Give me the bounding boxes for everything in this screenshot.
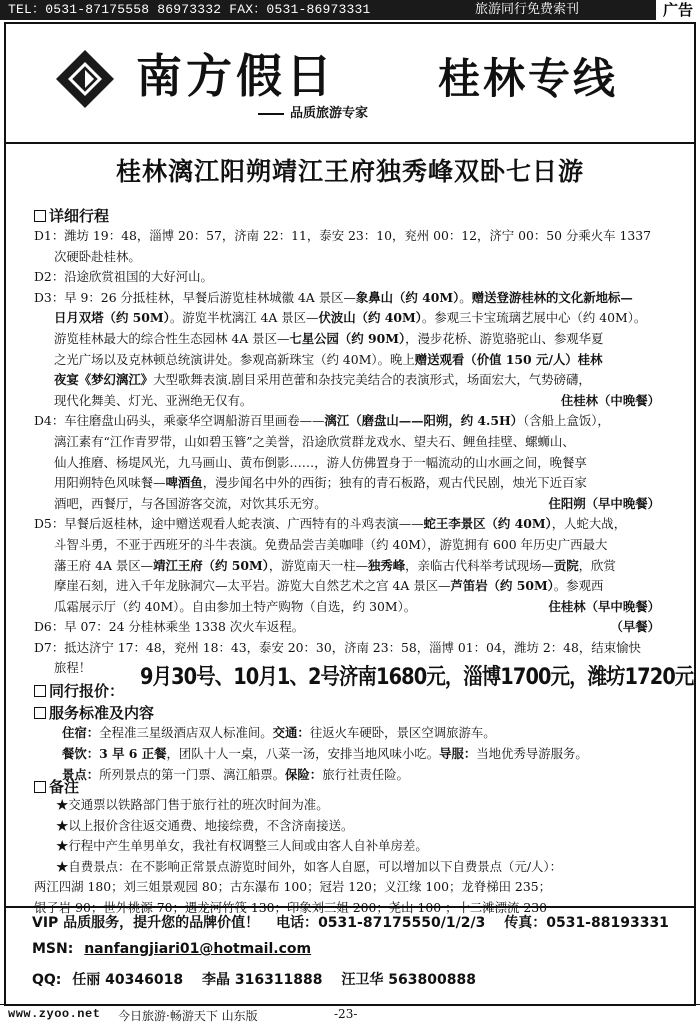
d4-meal: 住阳朔（早中晚餐） [548, 495, 660, 511]
magazine-slogan: 今日旅游·畅游天下 山东版 [118, 1009, 258, 1023]
note-3: ★行程中产生单男单女，我社有权调整三人间或由客人自补单房差。 [56, 838, 428, 854]
service-heading-text: 服务标准及内容 [49, 704, 155, 722]
svc-sights: 所列景点的第一门票、漓江船票。 [99, 767, 286, 782]
d4-beer-fish: 啤酒鱼 [165, 475, 203, 491]
day-5-line-3 [34, 556, 674, 577]
d4-text-2: （含船上盒饭）， [523, 413, 610, 429]
bottom-strip [0, 1006, 700, 1025]
itinerary-heading [34, 205, 109, 226]
service-line-3 [62, 764, 588, 785]
footer-qq [32, 969, 682, 989]
d5-text-2: ，人蛇大战， [551, 516, 627, 532]
svc-sights-key: 景点： [62, 767, 100, 782]
d5-text-3: 藩王府 4A 景区— [54, 557, 154, 573]
d3-text-5: ，漫步花桥、游览骆驼山、参观华夏 [405, 330, 604, 346]
ad-label: 广告 [656, 0, 700, 20]
day-2-line: D2：沿途欣赏祖国的大好河山。 [34, 269, 213, 285]
d3-text-3: 。参观三卡宝琉璃艺展中心（约 40M）。 [421, 310, 647, 326]
notes-heading [34, 776, 79, 797]
d3-text-2: 。游览半枕漓江 4A 景区— [169, 310, 319, 326]
day-3-line-4 [34, 350, 674, 371]
d4-text-5: 酒吧，西餐厅，与各国游客交流，对饮其乐无穷。 [54, 495, 327, 511]
svc-insurance-key: 保险： [285, 767, 323, 782]
footer-divider [6, 906, 694, 908]
d4-text-4: ，漫步闻名中外的西街；独有的青石板路，观古代民剧，烛光下近百家 [202, 475, 587, 491]
price-value: 9月30号、10月1、2号济南1680元，淄博1700元，潍坊1720元 [140, 665, 694, 690]
msn-address[interactable]: nanfangjiari01@hotmail.com [84, 941, 312, 957]
day-4-line-4 [34, 473, 674, 494]
d5-text-6: ，欣赏 [578, 557, 616, 573]
d4-text-3: 用阳朔特色风味餐— [54, 475, 166, 491]
free-copy-note: 旅游同行免费索刊 [475, 2, 580, 17]
d5-spot-duxiu: 独秀峰 [368, 557, 406, 573]
day-4-line-3: 仙人推磨、杨堤风光，九马画山、黄布倒影……，游人仿佛置身于一幅流动的山水画之间，晚餐享 [54, 454, 587, 470]
svc-meals-count: 3 早 6 正餐 [99, 746, 167, 761]
d5-spot-gongyuan: 贡院 [553, 557, 579, 573]
checkbox-icon [34, 685, 46, 697]
fax-label: 传真： [504, 915, 547, 931]
qq-contact-1: 任丽 40346018 [72, 972, 184, 988]
d5-meal: 住桂林（早中晚餐） [548, 598, 660, 614]
d5-spot-jingjiang: 靖江王府（约 50M） [153, 557, 269, 573]
day-5-line-5 [34, 597, 674, 618]
d4-spot-lijiang: 漓江（磨盘山——阳朔，约 4.5H） [324, 413, 524, 429]
brand-logo-icon [54, 48, 116, 110]
d5-text: D5：早餐后返桂林，途中赠送观看人蛇表演、广西特有的斗鸡表演—— [34, 516, 424, 532]
day-6-line [34, 617, 674, 638]
day-5-line-4 [34, 576, 674, 597]
svc-insurance: 旅行社责任险。 [322, 767, 409, 782]
service-list [62, 722, 588, 785]
top-contact: TEL：0531-87175558 86973332 FAX：0531-86973331 [8, 2, 371, 17]
service-heading [34, 702, 154, 723]
price-row [34, 664, 694, 700]
svc-guide: 当地优秀导游服务。 [476, 746, 588, 761]
d3-spot-towers: 日月双塔（约 50M） [54, 310, 170, 326]
d5-spot-snake: 蛇王李景区（约 40M） [423, 516, 552, 532]
page-number: -23- [334, 1007, 358, 1021]
day-3-line-2 [34, 308, 674, 329]
svc-lodging-key: 住宿： [62, 725, 100, 740]
svc-meals-key: 餐饮： [62, 746, 100, 761]
qq-label: QQ: [32, 972, 62, 988]
d6-text: D6：早 07：24 分桂林乘坐 1338 次火车返程。 [34, 619, 305, 635]
day-5-line-1 [34, 514, 674, 535]
d3-show-name: 夜宴《梦幻漓江》 [54, 372, 154, 388]
d3-gift: 赠送登游桂林的文化新地标— [471, 289, 633, 305]
fax-number: 0531-88193331 [546, 915, 669, 931]
qq-contact-3: 汪卫华 563800888 [341, 972, 476, 988]
d3-spot-fubo: 伏波山（约 40M） [318, 310, 422, 326]
checkbox-icon [34, 210, 46, 222]
top-bar [0, 0, 700, 20]
svc-lodging: 全程准三星级酒店双人标准间。 [99, 725, 273, 740]
d3-text: D3：早 9：26 分抵桂林，早餐后游览桂林城徽 4A 景区— [34, 289, 356, 305]
day-7-line-2: 旅程！ [54, 660, 92, 676]
tel-label: 电话： [276, 915, 319, 931]
d5-text-9: 瓜霜展示厅（约 40M）。自由参加土特产购物（自选，约 30M）。 [54, 598, 417, 614]
bottom-rule [0, 1004, 700, 1005]
d3-text-7: 大型歌舞表演.剧目采用芭蕾和杂技完美结合的表演形式，场面宏大，气势磅礴， [153, 372, 591, 388]
d3-punct: 。 [459, 289, 472, 305]
notes-list [34, 795, 674, 919]
d5-text-5: ，亲临古代科举考试现场— [405, 557, 554, 573]
d5-text-4: ，游览南天一柱— [268, 557, 368, 573]
d3-spot-qixing: 七星公园（约 90M） [289, 330, 406, 346]
tel-number: 0531-87175550/1/2/3 [318, 915, 486, 931]
day-1-line-2: 次硬卧赴桂林。 [54, 248, 141, 264]
site-url[interactable]: www.zyoo.net [8, 1007, 101, 1021]
footer-contact [32, 912, 682, 932]
d5-text-8: 。参观西 [553, 578, 604, 594]
qq-contact-2: 李晶 316311888 [201, 972, 323, 988]
day-3-line-5 [34, 370, 674, 391]
d5-text-7: 摩崖石刻，进入千年龙脉洞穴—太平岩。游览大自然艺术之宫 4A 景区— [54, 578, 451, 594]
checkbox-icon [34, 707, 46, 719]
day-7-line-1: D7：抵达济宁 17：48，兖州 18：43，泰安 20：30，济南 23：58，淄博 01：04，潍坊 2：48，结束愉快 [34, 639, 641, 655]
d6-meal: （早餐） [610, 619, 660, 635]
day-3-line-3 [34, 329, 674, 350]
day-4-line-1 [34, 411, 674, 432]
notes-heading-text: 备注 [49, 778, 80, 796]
svc-meals: ，团队十人一桌，八菜一汤，安排当地风味小吃。 [166, 746, 440, 761]
brand-tagline: 品质旅游专家 [258, 102, 368, 121]
service-line-2 [62, 743, 588, 764]
svc-guide-key: 导服： [439, 746, 477, 761]
d3-spot-elephant: 象鼻山（约 40M） [355, 289, 460, 305]
itinerary-body [34, 226, 674, 679]
day-3-line-6 [34, 391, 674, 412]
svc-transport: 往返火车硬卧，景区空调旅游车。 [309, 725, 496, 740]
day-3-line-1 [34, 288, 674, 309]
msn-label: MSN: [32, 941, 74, 957]
d3-gift-show: 赠送观看（价值 150 元/人）桂林 [414, 351, 603, 367]
d3-text-6: 之光广场以及克林顿总统演讲处。参观高新珠宝（约 40M）。晚上 [54, 351, 415, 367]
brand-name: 南方假日 [136, 49, 336, 103]
note-5: 两江四湖 180；刘三姐景观园 80；古东瀑布 100；冠岩 120；义江缘 100；龙脊梯田 235； [34, 879, 551, 895]
itinerary-heading-text: 详细行程 [49, 207, 110, 225]
day-4-line-5 [34, 494, 674, 515]
note-4: ★自费景点：在不影响正常景点游览时间外，如客人自愿，可以增加以下自费景点（元/人）： [56, 858, 562, 874]
checkbox-icon [34, 781, 46, 793]
route-title: 桂林专线 [438, 54, 619, 103]
d3-text-8: 现代化舞美、灯光、亚洲绝无仅有。 [54, 392, 253, 408]
d4-text: D4：车往磨盘山码头，乘豪华空调船游百里画卷—— [34, 413, 325, 429]
price-label: 同行报价： [49, 682, 125, 700]
d3-text-4: 游览桂林最大的综合性生态园林 4A 景区— [54, 330, 290, 346]
day-1-line: D1：潍坊 19：48，淄博 20：57，济南 22：11，泰安 23：10，兖州 00：12，济宁 00：50 分乘火车 1337 [34, 228, 651, 243]
note-2: ★以上报价含往返交通费、地接综费，不含济南接送。 [56, 817, 354, 833]
footer-msn [32, 941, 682, 957]
tour-title: 桂林漓江阳朔靖江王府独秀峰双卧七日游 [115, 157, 584, 186]
service-line-1 [62, 722, 588, 743]
note-1: ★交通票以铁路部门售于旅行社的班次时间为准。 [56, 797, 329, 812]
day-5-line-2: 斗智斗勇，不亚于西班牙的斗牛表演。免费品尝吉美咖啡（约 40M），游览拥有 600 年历史广西最大 [54, 536, 608, 552]
header-divider [6, 142, 694, 144]
d5-spot-reed-flute: 芦笛岩（约 50M） [450, 578, 554, 594]
vip-slogan: VIP 品质服务，提升您的品牌价值！ [32, 915, 260, 931]
d3-meal: 住桂林（中晚餐） [560, 392, 660, 408]
day-4-line-2: 漓江素有“江作青罗带，山如碧玉簪”之美誉，沿途欣赏群龙戏水、望夫石、鲤鱼挂壁、螺蛳山、 [54, 433, 575, 449]
price-heading [34, 680, 124, 701]
svc-transport-key: 交通： [272, 725, 310, 740]
